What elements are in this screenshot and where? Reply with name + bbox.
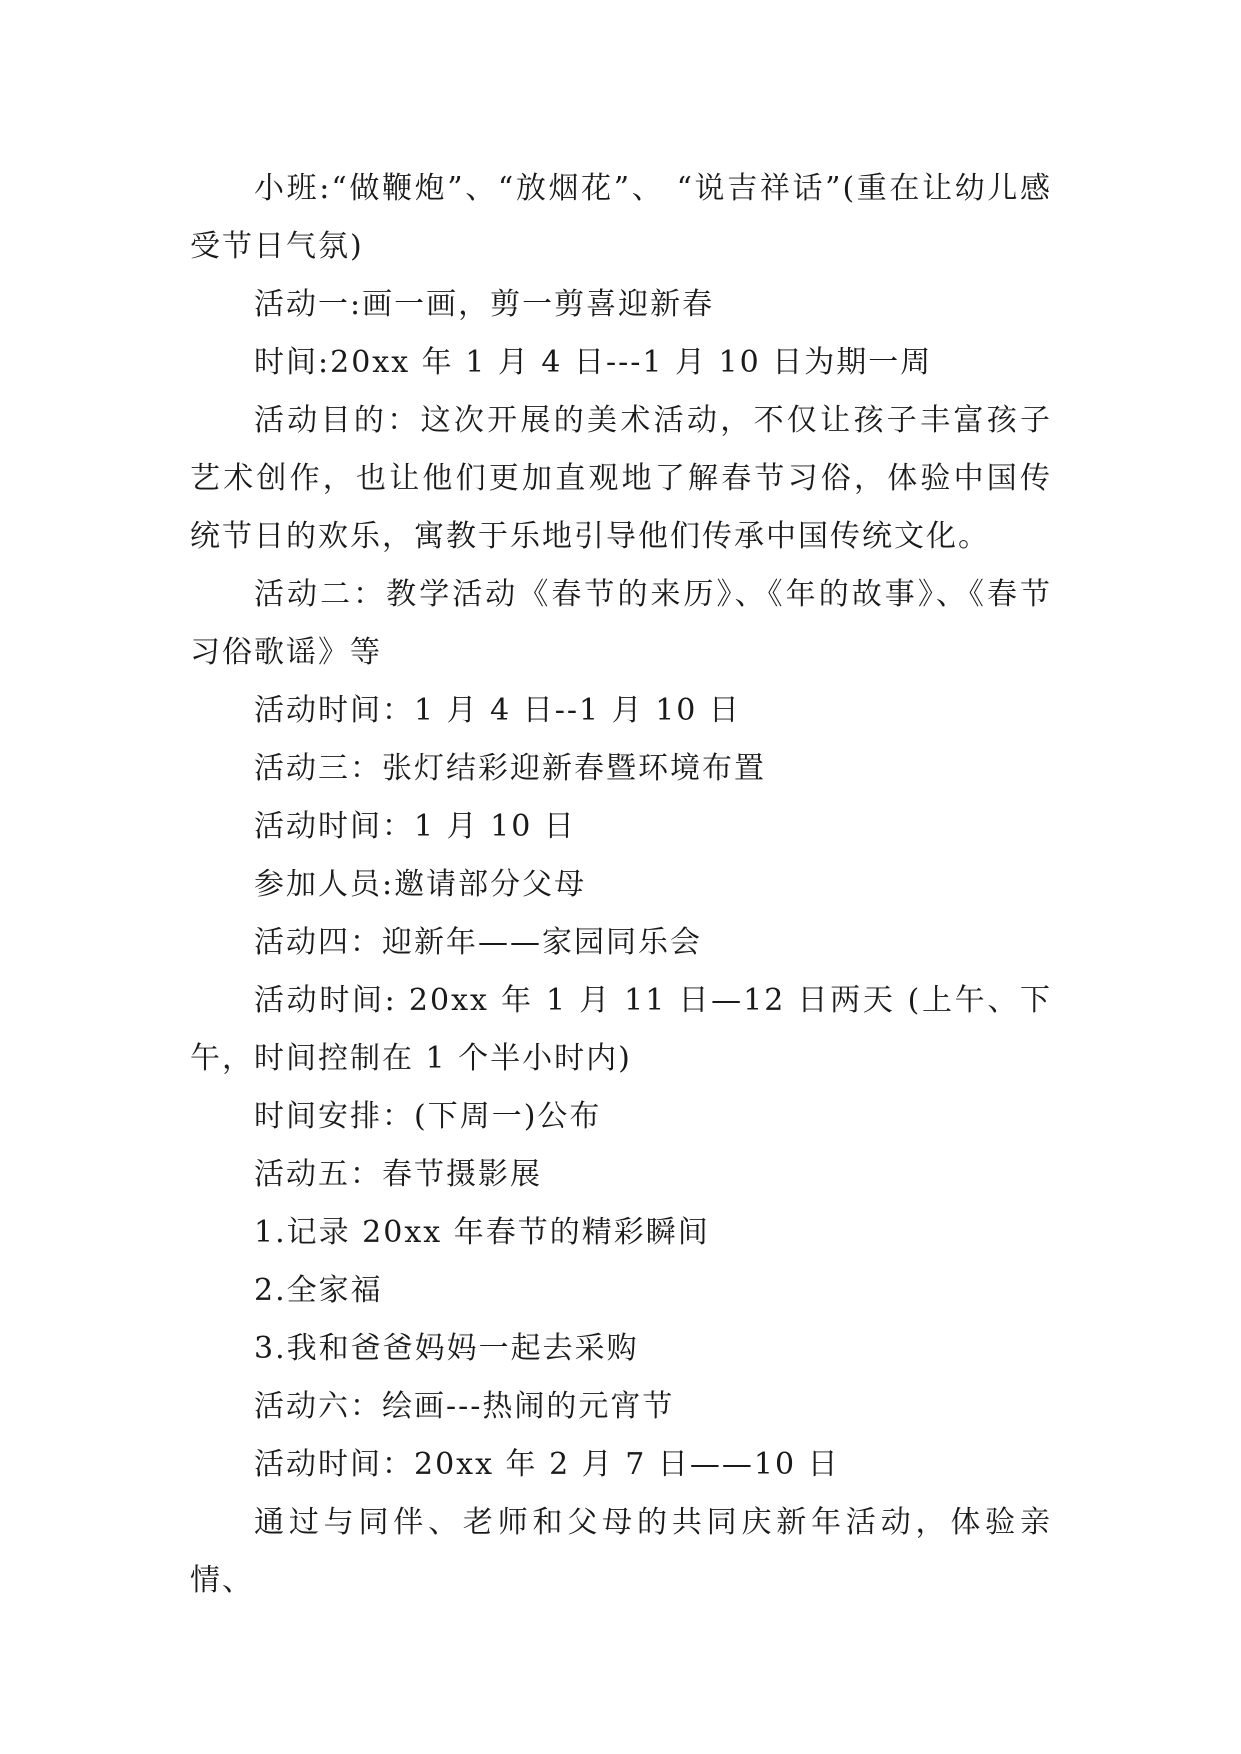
paragraph-activity-one-title: 活动一:画一画，剪一剪喜迎新春 — [254, 287, 715, 322]
paragraph-activity-three-time: 活动时间：1 月 10 日 — [254, 809, 576, 844]
paragraph-activity-one-time: 时间:20xx 年 1 月 4 日---1 月 10 日为期一周 — [254, 345, 933, 380]
list-item-3: 3.我和爸爸妈妈一起去采购 — [254, 1331, 639, 1366]
paragraph-activity-two-title: 活动二：教学活动《春节的来历》、《年的故事》、《春节习俗歌谣》等 — [190, 577, 1052, 670]
paragraph-schedule: 时间安排：(下周一)公布 — [254, 1099, 602, 1134]
paragraph-activity-six-title: 活动六：绘画---热闹的元宵节 — [254, 1389, 675, 1424]
paragraph-activity-four-time: 活动时间: 20xx 年 1 月 11 日—12 日两天 (上午、下午，时间控制在 1 个半小时内) — [190, 983, 1052, 1076]
paragraph-activity-three-title: 活动三：张灯结彩迎新春暨环境布置 — [254, 751, 766, 786]
paragraph-participants: 参加人员:邀请部分父母 — [254, 867, 587, 902]
list-item-1: 1.记录 20xx 年春节的精彩瞬间 — [254, 1215, 710, 1250]
paragraph-class-activities: 小班:“做鞭炮”、“放烟花”、 “说吉祥话”(重在让幼儿感受节日气氛) — [190, 171, 1052, 264]
list-item-2: 2.全家福 — [254, 1273, 383, 1308]
paragraph-activity-two-time: 活动时间：1 月 4 日--1 月 10 日 — [254, 693, 741, 728]
paragraph-activity-purpose: 活动目的：这次开展的美术活动，不仅让孩子丰富孩子艺术创作，也让他们更加直观地了解春节习俗，体验中国传统节日的欢乐，寓教于乐地引导他们传承中国传统文化。 — [190, 403, 1052, 554]
paragraph-activity-five-title: 活动五：春节摄影展 — [254, 1157, 542, 1192]
paragraph-activity-six-time: 活动时间：20xx 年 2 月 7 日——10 日 — [254, 1447, 840, 1482]
paragraph-activity-four-title: 活动四：迎新年——家园同乐会 — [254, 925, 702, 960]
paragraph-closing: 通过与同伴、老师和父母的共同庆新年活动，体验亲情、 — [190, 1505, 1052, 1598]
document-body — [190, 160, 1052, 1610]
